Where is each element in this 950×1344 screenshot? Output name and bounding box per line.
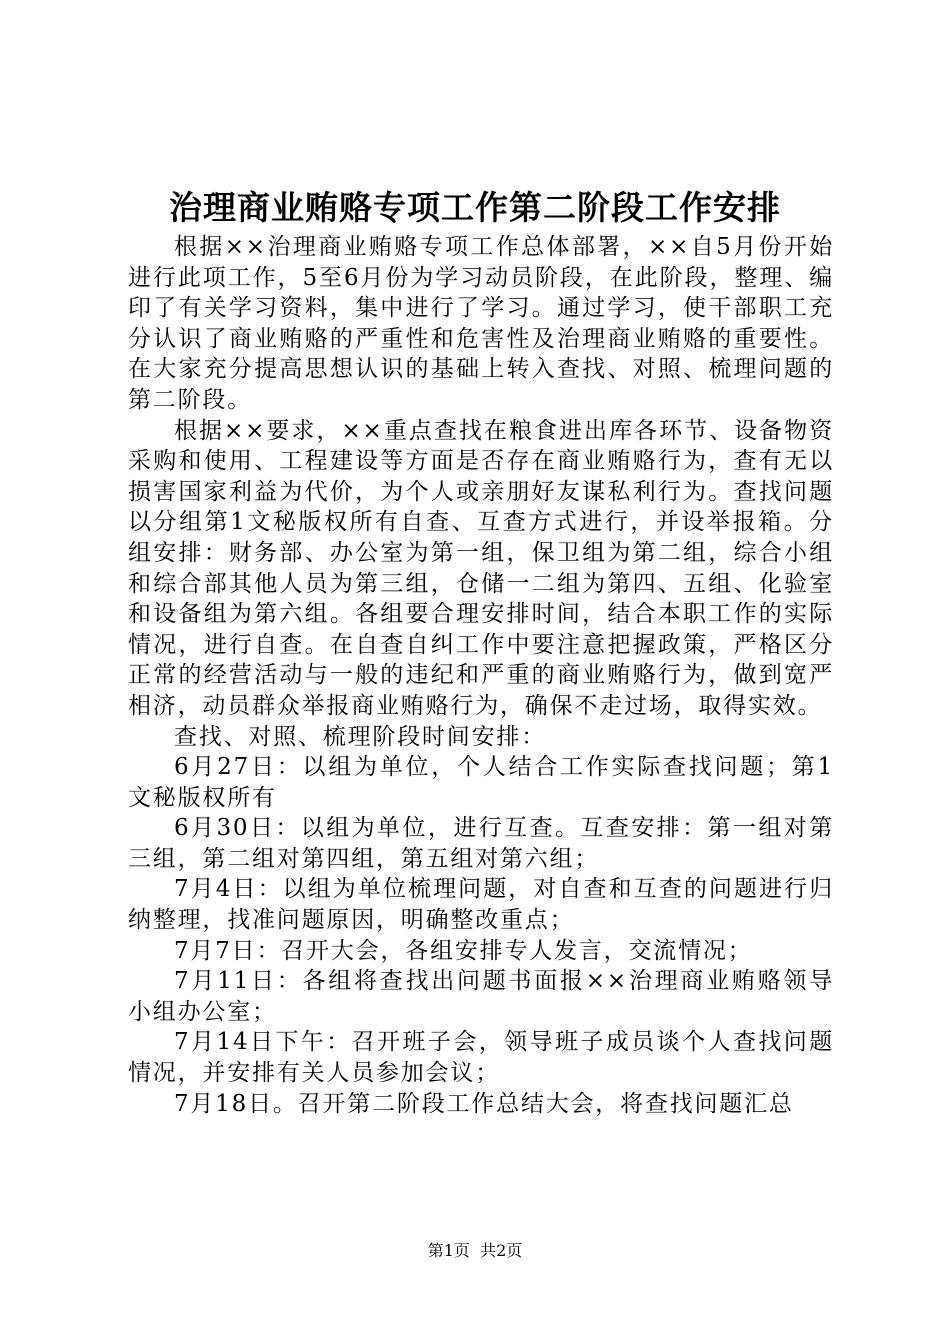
document-title: 治理商业贿赂专项工作第二阶段工作安排 (169, 188, 781, 227)
page-footer (0, 1240, 950, 1262)
paragraph: 6月27日：以组为单位，个人结合工作实际查找问题；第1文秘版权所有 (128, 754, 834, 811)
paragraph: 6月30日：以组为单位，进行互查。互查安排：第一组对第三组，第二组对第四组，第五组对第六组； (128, 815, 834, 872)
paragraph: 7月7日：召开大会，各组安排专人发言，交流情况； (174, 937, 753, 964)
document-body (128, 232, 834, 1119)
paragraph: 根据××治理商业贿赂专项工作总体部署，××自5月份开始进行此项工作，5至6月份为学习动员阶段，在此阶段，整理、编印了有关学习资料，集中进行了学习。通过学习，使干部职工充分认识了商业贿赂的严重性和危害性及治理商业贿赂的重要性。在大家充分提高思想认识的基础上转入查找、对照、梳理问题的第二阶段。 (128, 234, 834, 413)
page-total: 共2页 (480, 1241, 523, 1260)
paragraph: 根据××要求，××重点查找在粮食进出库各环节、设备物资采购和使用、工程建设等方面是否存在商业贿赂行为，查有无以损害国家利益为代价，为个人或亲朋好友谋私利行为。查找问题以分组第1文秘版权所有自查、互查方式进行，并设举报箱。分组安排：财务部、办公室为第一组，保卫组为第二组，综合小组和综合部其他人员为第三组，仓储一二组为第四、五组、化验室和设备组为第六组。各组要合理安排时间，结合本职工作的实际情况，进行自查。在自查自纠工作中要注意把握政策，严格区分正常的经营活动与一般的违纪和严重的商业贿赂行为，做到宽严相济，动员群众举报商业贿赂行为，确保不走过场，取得实效。 (128, 417, 834, 719)
paragraph: 7月18日。召开第二阶段工作总结大会，将查找问题汇总 (174, 1090, 794, 1117)
paragraph: 7月11日：各组将查找出问题书面报××治理商业贿赂领导小组办公室； (128, 968, 834, 1025)
paragraph: 7月4日：以组为单位梳理问题，对自查和互查的问题进行归纳整理，找准问题原因，明确整改重点； (128, 876, 834, 934)
paragraph: 7月14日下午：召开班子会，领导班子成员谈个人查找问题情况，并安排有关人员参加会议； (128, 1029, 834, 1087)
footer-spacer (470, 1241, 480, 1260)
page-number: 第1页 (427, 1241, 470, 1260)
paragraph: 查找、对照、梳理阶段时间安排： (174, 723, 546, 750)
